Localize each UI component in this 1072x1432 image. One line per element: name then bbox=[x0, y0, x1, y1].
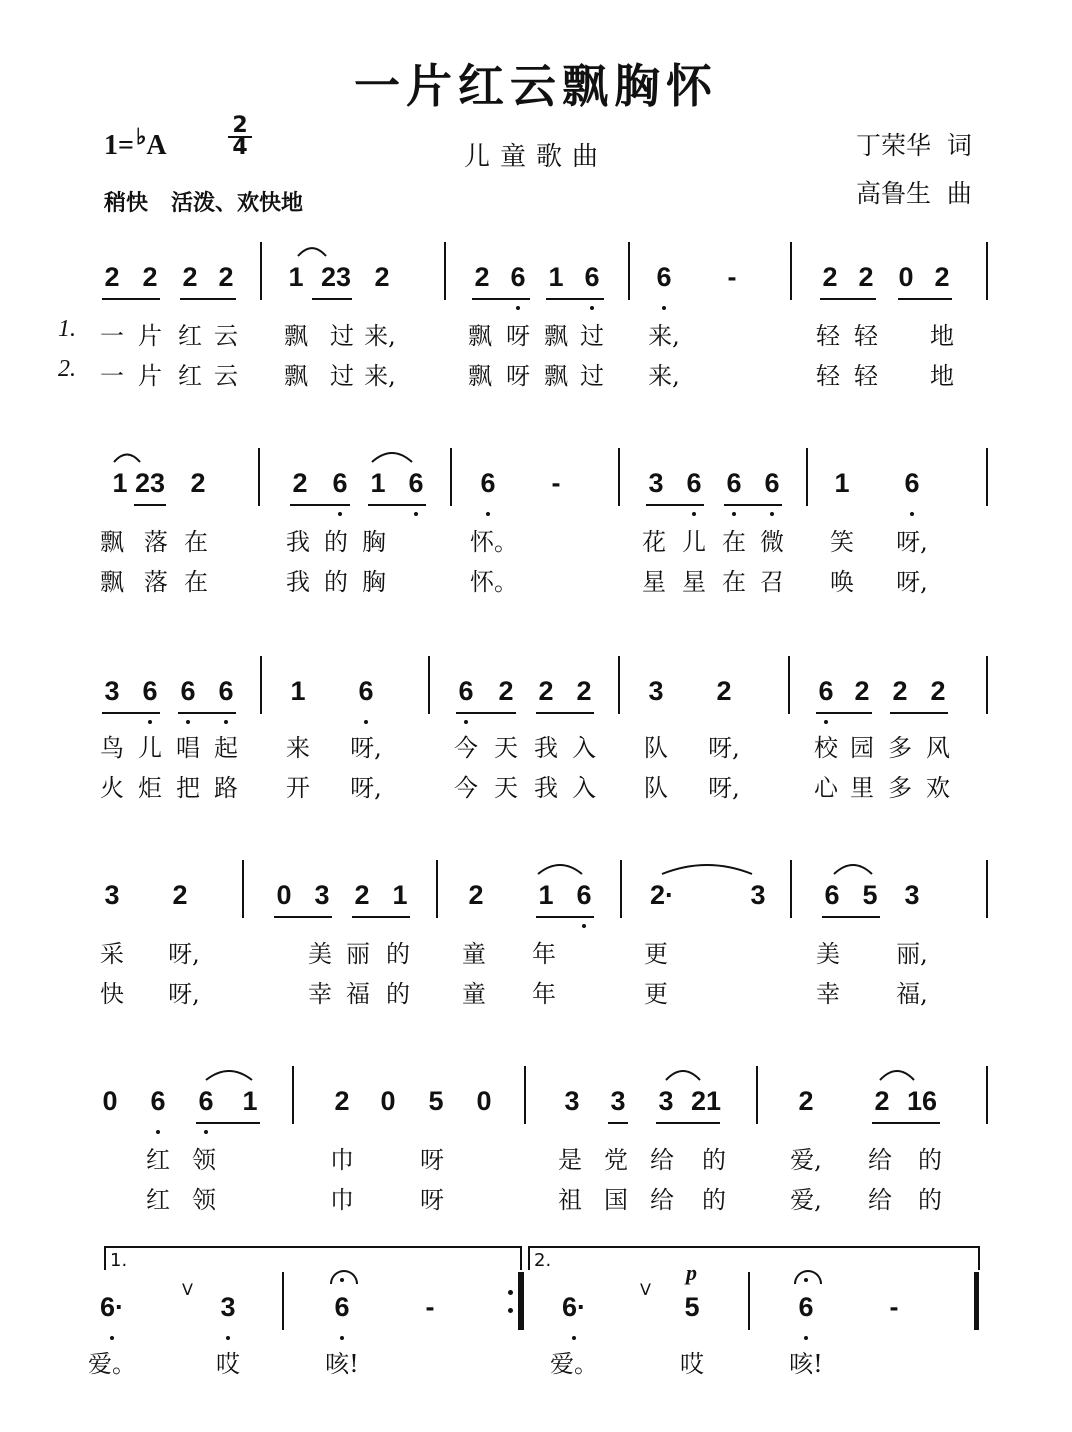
note: 3 bbox=[104, 880, 120, 910]
key-note: A bbox=[146, 130, 167, 161]
note: 6 bbox=[180, 676, 196, 706]
lyric-verse-2: 过 bbox=[580, 362, 604, 390]
lyric-verse-2: 呀, bbox=[168, 980, 200, 1008]
lyric-verse-2: 今 bbox=[454, 774, 478, 802]
note: 2 bbox=[930, 676, 946, 706]
note: 5 bbox=[862, 880, 878, 910]
note: 2 bbox=[474, 262, 490, 292]
note: 2 bbox=[374, 262, 390, 292]
note: 6 bbox=[824, 880, 840, 910]
slur-arc bbox=[538, 865, 582, 874]
lyric-verse-1: 校 bbox=[814, 734, 838, 762]
note: 5 bbox=[684, 1292, 700, 1322]
note: - bbox=[425, 1292, 435, 1322]
lyric-verse-1: 天 bbox=[494, 734, 518, 762]
lyric-verse-1: 飘 bbox=[468, 322, 492, 350]
note: 23 bbox=[320, 262, 352, 292]
lyric-verse-1: 花 bbox=[642, 528, 666, 556]
note: 23 bbox=[134, 468, 166, 498]
note: 1 bbox=[112, 468, 128, 498]
note: 6 bbox=[818, 676, 834, 706]
lyric-verse-2: 巾 bbox=[330, 1186, 354, 1214]
lyric-verse-2: 片 bbox=[138, 362, 162, 390]
note: - bbox=[551, 468, 561, 498]
note: 2 bbox=[292, 468, 308, 498]
note: 6· bbox=[561, 1292, 587, 1322]
lyric-verse-2: 怀。 bbox=[470, 568, 518, 596]
lyric-verse-2: 快 bbox=[100, 980, 124, 1008]
slur-arc bbox=[834, 865, 872, 874]
lyric-verse-2: 红 bbox=[146, 1186, 170, 1214]
lyric-verse-1: 的 bbox=[386, 940, 410, 968]
dynamic-marking: p bbox=[686, 1260, 697, 1285]
verse-number: 1. bbox=[58, 316, 76, 342]
lyric-verse-1: 飘 bbox=[284, 322, 308, 350]
note: 1 bbox=[834, 468, 850, 498]
lyric-verse-1: 哎 bbox=[680, 1350, 704, 1378]
lyric-verse-2: 飘 bbox=[100, 568, 124, 596]
lyric-verse-2: 更 bbox=[644, 980, 668, 1008]
note: 0 bbox=[898, 262, 914, 292]
lyric-verse-1: 队 bbox=[644, 734, 668, 762]
lyric-verse-1: 儿 bbox=[138, 734, 162, 762]
song-title: 一片红云飘胸怀 bbox=[354, 59, 718, 113]
lyric-verse-2: 飘 bbox=[284, 362, 308, 390]
lyric-verse-1: 云 bbox=[214, 322, 238, 350]
note: 3 bbox=[750, 880, 766, 910]
time-signature-top: 2 bbox=[228, 116, 252, 138]
note: 3 bbox=[648, 676, 664, 706]
lyric-verse-2: 路 bbox=[214, 774, 238, 802]
lyric-verse-2: 星 bbox=[642, 568, 666, 596]
lyric-verse-1: 爱。 bbox=[88, 1350, 136, 1378]
note: 6 bbox=[656, 262, 672, 292]
slur-arc bbox=[666, 1071, 700, 1080]
note: 2 bbox=[104, 262, 120, 292]
lyric-verse-2: 一 bbox=[100, 362, 124, 390]
note: 2 bbox=[716, 676, 732, 706]
note: 6 bbox=[198, 1086, 214, 1116]
lyric-verse-1: 美 bbox=[816, 940, 840, 968]
lyricist-credit: 丁荣华 词 bbox=[856, 131, 972, 160]
lyric-verse-2: 把 bbox=[176, 774, 200, 802]
lyric-verse-1: 笑 bbox=[830, 528, 854, 556]
note: 2 bbox=[892, 676, 908, 706]
lyric-verse-2: 胸 bbox=[362, 568, 386, 596]
lyric-verse-2: 呀, bbox=[350, 774, 382, 802]
lyric-verse-2: 在 bbox=[184, 568, 208, 596]
note: 6 bbox=[576, 880, 592, 910]
lyric-verse-1: 过 bbox=[330, 322, 354, 350]
lyric-verse-1: 咳! bbox=[789, 1350, 823, 1378]
note: 21 bbox=[690, 1086, 722, 1116]
note: 6 bbox=[510, 262, 526, 292]
lyric-verse-2: 呀, bbox=[896, 568, 928, 596]
note: 6 bbox=[764, 468, 780, 498]
lyric-verse-1: 爱。 bbox=[550, 1350, 598, 1378]
lyric-verse-2: 年 bbox=[532, 980, 556, 1008]
ending-2-label: 2. bbox=[534, 1250, 552, 1271]
lyric-verse-1: 飘 bbox=[544, 322, 568, 350]
note: 3 bbox=[658, 1086, 674, 1116]
note: 2· bbox=[649, 880, 675, 910]
lyric-verse-2: 的 bbox=[702, 1186, 726, 1214]
lyric-verse-1: 采 bbox=[100, 940, 124, 968]
lyric-verse-1: 多 bbox=[888, 734, 912, 762]
lyric-verse-2: 召 bbox=[760, 568, 784, 596]
lyric-verse-1: 呀, bbox=[708, 734, 740, 762]
lyric-verse-2: 开 bbox=[286, 774, 310, 802]
lyric-verse-2: 福 bbox=[346, 980, 370, 1008]
note: 3 bbox=[220, 1292, 236, 1322]
lyric-verse-1: 来, bbox=[648, 322, 680, 350]
note: 2 bbox=[190, 468, 206, 498]
slur-arc bbox=[662, 865, 752, 874]
lyric-verse-1: 片 bbox=[138, 322, 162, 350]
lyric-verse-1: 的 bbox=[324, 528, 348, 556]
note: 2 bbox=[498, 676, 514, 706]
lyric-verse-1: 呀, bbox=[896, 528, 928, 556]
note: 2 bbox=[822, 262, 838, 292]
note: 2 bbox=[576, 676, 592, 706]
lyric-verse-1: 是 bbox=[558, 1146, 582, 1174]
lyric-verse-2: 入 bbox=[572, 774, 596, 802]
note: 1 bbox=[242, 1086, 258, 1116]
note: 2 bbox=[468, 880, 484, 910]
lyric-verse-1: 儿 bbox=[682, 528, 706, 556]
lyric-verse-2: 的 bbox=[918, 1186, 942, 1214]
lyric-verse-1: 轻 bbox=[854, 322, 878, 350]
lyric-verse-2: 唤 bbox=[830, 568, 854, 596]
note: 6 bbox=[142, 676, 158, 706]
lyric-verse-1: 怀。 bbox=[470, 528, 518, 556]
note: 2 bbox=[798, 1086, 814, 1116]
lyric-verse-1: 红 bbox=[146, 1146, 170, 1174]
lyric-verse-2: 轻 bbox=[816, 362, 840, 390]
lyric-verse-1: 园 bbox=[850, 734, 874, 762]
lyric-verse-2: 我 bbox=[286, 568, 310, 596]
lyric-verse-2: 云 bbox=[214, 362, 238, 390]
lyric-verse-2: 落 bbox=[144, 568, 168, 596]
lyric-verse-2: 心 bbox=[814, 774, 838, 802]
lyric-verse-1: 我 bbox=[286, 528, 310, 556]
tempo-marking: 稍快 活泼、欢快地 bbox=[104, 191, 303, 216]
lyric-verse-1: 领 bbox=[192, 1146, 216, 1174]
note: 2 bbox=[354, 880, 370, 910]
lyric-verse-1: 年 bbox=[532, 940, 556, 968]
lyric-verse-1: 的 bbox=[918, 1146, 942, 1174]
lyric-verse-1: 呀, bbox=[168, 940, 200, 968]
note: 5 bbox=[428, 1086, 444, 1116]
note: 0 bbox=[476, 1086, 492, 1116]
lyric-verse-2: 呀 bbox=[420, 1186, 444, 1214]
note: 3 bbox=[648, 468, 664, 498]
lyric-verse-2: 领 bbox=[192, 1186, 216, 1214]
lyric-verse-1: 唱 bbox=[176, 734, 200, 762]
lyric-verse-1: 飘 bbox=[100, 528, 124, 556]
lyric-verse-2: 国 bbox=[604, 1186, 628, 1214]
lyric-verse-1: 一 bbox=[100, 322, 124, 350]
lyric-verse-2: 火 bbox=[100, 774, 124, 802]
time-signature-bottom: 4 bbox=[232, 135, 248, 160]
lyric-verse-2: 祖 bbox=[558, 1186, 582, 1214]
note: 2 bbox=[874, 1086, 890, 1116]
note: 6 bbox=[798, 1292, 814, 1322]
note: 6 bbox=[332, 468, 348, 498]
lyric-verse-2: 队 bbox=[644, 774, 668, 802]
lyric-verse-1: 风 bbox=[926, 734, 950, 762]
lyric-verse-1: 咳! bbox=[325, 1350, 359, 1378]
note: 3 bbox=[314, 880, 330, 910]
lyric-verse-2: 里 bbox=[850, 774, 874, 802]
lyric-verse-2: 幸 bbox=[816, 980, 840, 1008]
lyric-verse-1: 来, bbox=[364, 322, 396, 350]
breath-mark: V bbox=[640, 1280, 651, 1299]
lyric-verse-2: 地 bbox=[930, 362, 954, 390]
note: 16 bbox=[906, 1086, 938, 1116]
lyric-verse-1: 今 bbox=[454, 734, 478, 762]
note: 2 bbox=[858, 262, 874, 292]
note: 1 bbox=[538, 880, 554, 910]
lyric-verse-1: 给 bbox=[650, 1146, 674, 1174]
lyric-verse-1: 微 bbox=[760, 528, 784, 556]
note: 0 bbox=[102, 1086, 118, 1116]
lyric-verse-1: 给 bbox=[868, 1146, 892, 1174]
flat-symbol: ♭ bbox=[135, 124, 147, 149]
note: 6 bbox=[358, 676, 374, 706]
lyric-verse-2: 童 bbox=[462, 980, 486, 1008]
lyric-verse-2: 我 bbox=[534, 774, 558, 802]
lyric-verse-1: 轻 bbox=[816, 322, 840, 350]
note: 1 bbox=[290, 676, 306, 706]
lyric-verse-1: 红 bbox=[178, 322, 202, 350]
lyric-verse-2: 飘 bbox=[544, 362, 568, 390]
song-subtitle: 儿童歌曲 bbox=[463, 142, 608, 172]
note: 2 bbox=[538, 676, 554, 706]
lyric-verse-1: 美 bbox=[308, 940, 332, 968]
lyric-verse-1: 的 bbox=[702, 1146, 726, 1174]
slur-arc bbox=[372, 453, 412, 462]
lyric-verse-1: 在 bbox=[722, 528, 746, 556]
note: 3 bbox=[104, 676, 120, 706]
lyric-verse-2: 呀 bbox=[506, 362, 530, 390]
lyric-verse-1: 丽, bbox=[896, 940, 928, 968]
note: 6 bbox=[726, 468, 742, 498]
lyric-verse-2: 来, bbox=[364, 362, 396, 390]
note: 6 bbox=[408, 468, 424, 498]
lyric-verse-2: 在 bbox=[722, 568, 746, 596]
lyric-verse-1: 哎 bbox=[216, 1350, 240, 1378]
note: 3 bbox=[610, 1086, 626, 1116]
lyric-verse-2: 多 bbox=[888, 774, 912, 802]
lyric-verse-1: 起 bbox=[214, 734, 238, 762]
lyric-verse-1: 呀 bbox=[420, 1146, 444, 1174]
slur-arc bbox=[206, 1071, 252, 1080]
note: 0 bbox=[276, 880, 292, 910]
note: 6 bbox=[904, 468, 920, 498]
note: 3 bbox=[904, 880, 920, 910]
lyric-verse-2: 星 bbox=[682, 568, 706, 596]
lyric-verse-1: 更 bbox=[644, 940, 668, 968]
lyric-verse-1: 地 bbox=[930, 322, 954, 350]
lyric-verse-2: 呀, bbox=[708, 774, 740, 802]
lyric-verse-1: 呀 bbox=[506, 322, 530, 350]
note: 3 bbox=[564, 1086, 580, 1116]
key-label: 1= bbox=[104, 130, 134, 161]
lyric-verse-1: 爱, bbox=[790, 1146, 822, 1174]
lyric-verse-2: 幸 bbox=[308, 980, 332, 1008]
note: 2 bbox=[172, 880, 188, 910]
lyric-verse-2: 轻 bbox=[854, 362, 878, 390]
note: - bbox=[889, 1292, 899, 1322]
lyric-verse-1: 我 bbox=[534, 734, 558, 762]
lyric-verse-1: 鸟 bbox=[100, 734, 124, 762]
note: 2 bbox=[182, 262, 198, 292]
lyric-verse-1: 在 bbox=[184, 528, 208, 556]
lyric-verse-2: 给 bbox=[868, 1186, 892, 1214]
note: 6 bbox=[150, 1086, 166, 1116]
note: 0 bbox=[380, 1086, 396, 1116]
note: 2 bbox=[934, 262, 950, 292]
note: 6 bbox=[218, 676, 234, 706]
note: 6 bbox=[458, 676, 474, 706]
note: 6· bbox=[99, 1292, 125, 1322]
note: 2 bbox=[334, 1086, 350, 1116]
verse-number: 2. bbox=[58, 356, 76, 382]
lyric-verse-2: 爱, bbox=[790, 1186, 822, 1214]
lyric-verse-1: 来 bbox=[286, 734, 310, 762]
lyric-verse-2: 红 bbox=[178, 362, 202, 390]
note: - bbox=[727, 262, 737, 292]
lyric-verse-2: 福, bbox=[896, 980, 928, 1008]
note: 6 bbox=[584, 262, 600, 292]
lyric-verse-1: 呀, bbox=[350, 734, 382, 762]
lyric-verse-1: 巾 bbox=[330, 1146, 354, 1174]
note: 2 bbox=[218, 262, 234, 292]
lyric-verse-2: 给 bbox=[650, 1186, 674, 1214]
note: 6 bbox=[480, 468, 496, 498]
lyric-verse-2: 炬 bbox=[138, 774, 162, 802]
composer-credit: 高鲁生 曲 bbox=[856, 179, 972, 208]
lyric-verse-2: 过 bbox=[330, 362, 354, 390]
ending-1-label: 1. bbox=[110, 1250, 128, 1271]
note: 6 bbox=[334, 1292, 350, 1322]
lyric-verse-1: 童 bbox=[462, 940, 486, 968]
note: 1 bbox=[370, 468, 386, 498]
note: 1 bbox=[288, 262, 304, 292]
lyric-verse-1: 丽 bbox=[346, 940, 370, 968]
note: 2 bbox=[854, 676, 870, 706]
lyric-verse-1: 党 bbox=[604, 1146, 628, 1174]
note: 2 bbox=[142, 262, 158, 292]
slur-arc bbox=[880, 1071, 914, 1080]
lyric-verse-2: 欢 bbox=[926, 774, 950, 802]
lyric-verse-2: 来, bbox=[648, 362, 680, 390]
note: 1 bbox=[548, 262, 564, 292]
lyric-verse-2: 的 bbox=[324, 568, 348, 596]
lyric-verse-2: 天 bbox=[494, 774, 518, 802]
slur-arc bbox=[114, 454, 140, 462]
slur-arc bbox=[298, 248, 326, 256]
lyric-verse-1: 入 bbox=[572, 734, 596, 762]
lyric-verse-2: 的 bbox=[386, 980, 410, 1008]
lyric-verse-1: 过 bbox=[580, 322, 604, 350]
lyric-verse-1: 落 bbox=[144, 528, 168, 556]
note: 1 bbox=[392, 880, 408, 910]
breath-mark: V bbox=[182, 1280, 193, 1299]
note: 6 bbox=[686, 468, 702, 498]
lyric-verse-2: 飘 bbox=[468, 362, 492, 390]
lyric-verse-1: 胸 bbox=[362, 528, 386, 556]
